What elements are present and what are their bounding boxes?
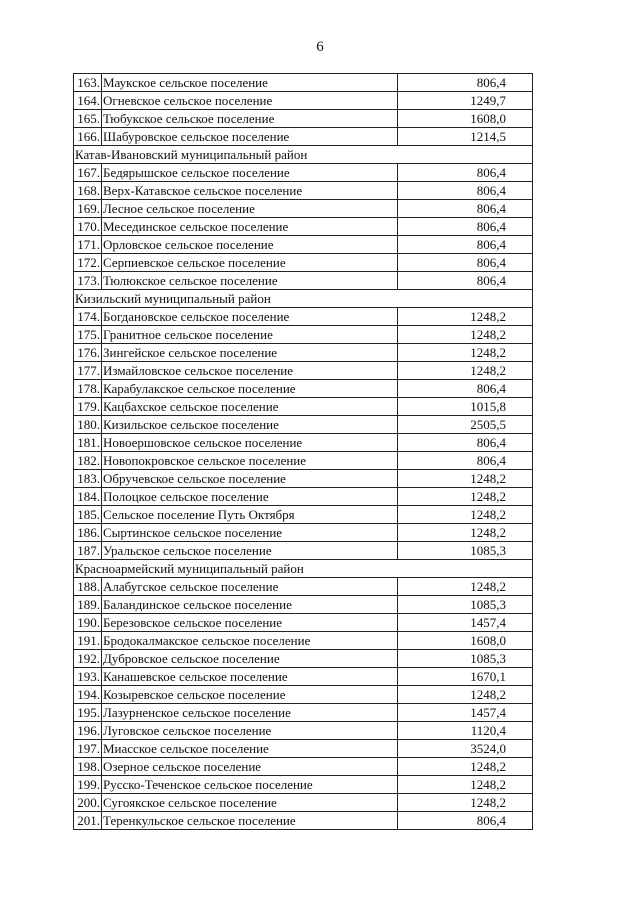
- table-row: [74, 686, 533, 704]
- row-number: 194.: [74, 686, 102, 704]
- amount-value: 1248,2: [398, 344, 533, 362]
- amount-value: 1214,5: [398, 128, 533, 146]
- amount-value: 1457,4: [398, 704, 533, 722]
- table-row: [74, 164, 533, 182]
- table-row: [74, 92, 533, 110]
- settlement-name: Баландинское сельское поселение: [102, 596, 398, 614]
- settlement-name: Березовское сельское поселение: [102, 614, 398, 632]
- row-number: 178.: [74, 380, 102, 398]
- amount-value: 1248,2: [398, 326, 533, 344]
- settlement-name: Новоершовское сельское поселение: [102, 434, 398, 452]
- settlement-name: Луговское сельское поселение: [102, 722, 398, 740]
- row-number: 188.: [74, 578, 102, 596]
- amount-value: 806,4: [398, 200, 533, 218]
- row-number: 168.: [74, 182, 102, 200]
- table-row: [74, 452, 533, 470]
- table-row: [74, 542, 533, 560]
- row-number: 170.: [74, 218, 102, 236]
- row-number: 164.: [74, 92, 102, 110]
- district-header-row: [74, 146, 533, 164]
- amount-value: 1457,4: [398, 614, 533, 632]
- row-number: 189.: [74, 596, 102, 614]
- row-number: 180.: [74, 416, 102, 434]
- settlement-name: Гранитное сельское поселение: [102, 326, 398, 344]
- settlement-name: Канашевское сельское поселение: [102, 668, 398, 686]
- amount-value: 1248,2: [398, 488, 533, 506]
- amount-value: 806,4: [398, 434, 533, 452]
- table-row: [74, 704, 533, 722]
- amount-value: 806,4: [398, 218, 533, 236]
- table-row: [74, 380, 533, 398]
- settlement-name: Полоцкое сельское поселение: [102, 488, 398, 506]
- settlement-name: Сельское поселение Путь Октября: [102, 506, 398, 524]
- table-row: [74, 128, 533, 146]
- amount-value: 1608,0: [398, 110, 533, 128]
- amount-value: 1248,2: [398, 794, 533, 812]
- amount-value: 1015,8: [398, 398, 533, 416]
- settlements-table-body: [74, 74, 533, 830]
- district-header-row: [74, 560, 533, 578]
- amount-value: 806,4: [398, 182, 533, 200]
- table-row: [74, 596, 533, 614]
- amount-value: 806,4: [398, 812, 533, 830]
- settlement-name: Орловское сельское поселение: [102, 236, 398, 254]
- row-number: 167.: [74, 164, 102, 182]
- amount-value: 806,4: [398, 272, 533, 290]
- table-row: [74, 614, 533, 632]
- settlement-name: Козыревское сельское поселение: [102, 686, 398, 704]
- row-number: 184.: [74, 488, 102, 506]
- settlement-name: Верх-Катавское сельское поселение: [102, 182, 398, 200]
- district-name: Красноармейский муниципальный район: [74, 560, 533, 578]
- row-number: 176.: [74, 344, 102, 362]
- row-number: 198.: [74, 758, 102, 776]
- amount-value: 1608,0: [398, 632, 533, 650]
- table-row: [74, 812, 533, 830]
- table-row: [74, 200, 533, 218]
- settlement-name: Тюбукское сельское поселение: [102, 110, 398, 128]
- district-name: Катав-Ивановский муниципальный район: [74, 146, 533, 164]
- settlement-name: Бродокалмакское сельское поселение: [102, 632, 398, 650]
- row-number: 195.: [74, 704, 102, 722]
- amount-value: 806,4: [398, 254, 533, 272]
- amount-value: 1248,2: [398, 524, 533, 542]
- settlement-name: Тюлюкское сельское поселение: [102, 272, 398, 290]
- settlement-name: Алабугское сельское поселение: [102, 578, 398, 596]
- amount-value: 1120,4: [398, 722, 533, 740]
- row-number: 171.: [74, 236, 102, 254]
- row-number: 181.: [74, 434, 102, 452]
- page-number: 6: [316, 39, 324, 55]
- settlement-name: Карабулакское сельское поселение: [102, 380, 398, 398]
- row-number: 173.: [74, 272, 102, 290]
- table-row: [74, 470, 533, 488]
- amount-value: 1249,7: [398, 92, 533, 110]
- settlement-name: Маукское сельское поселение: [102, 74, 398, 92]
- row-number: 196.: [74, 722, 102, 740]
- row-number: 169.: [74, 200, 102, 218]
- settlement-name: Сугоякское сельское поселение: [102, 794, 398, 812]
- row-number: 186.: [74, 524, 102, 542]
- row-number: 175.: [74, 326, 102, 344]
- row-number: 200.: [74, 794, 102, 812]
- table-row: [74, 434, 533, 452]
- row-number: 183.: [74, 470, 102, 488]
- table-row: [74, 650, 533, 668]
- table-row: [74, 740, 533, 758]
- row-number: 187.: [74, 542, 102, 560]
- table-row: [74, 218, 533, 236]
- row-number: 179.: [74, 398, 102, 416]
- row-number: 192.: [74, 650, 102, 668]
- row-number: 163.: [74, 74, 102, 92]
- settlement-name: Озерное сельское поселение: [102, 758, 398, 776]
- table-row: [74, 524, 533, 542]
- table-row: [74, 488, 533, 506]
- table-row: [74, 776, 533, 794]
- amount-value: 1670,1: [398, 668, 533, 686]
- row-number: 190.: [74, 614, 102, 632]
- settlement-name: Шабуровское сельское поселение: [102, 128, 398, 146]
- amount-value: 1248,2: [398, 470, 533, 488]
- district-name: Кизильский муниципальный район: [74, 290, 533, 308]
- settlement-name: Новопокровское сельское поселение: [102, 452, 398, 470]
- row-number: 185.: [74, 506, 102, 524]
- row-number: 172.: [74, 254, 102, 272]
- table-row: [74, 794, 533, 812]
- settlement-name: Месединское сельское поселение: [102, 218, 398, 236]
- settlement-name: Измайловское сельское поселение: [102, 362, 398, 380]
- row-number: 174.: [74, 308, 102, 326]
- settlement-name: Кизильское сельское поселение: [102, 416, 398, 434]
- amount-value: 806,4: [398, 452, 533, 470]
- table-row: [74, 110, 533, 128]
- settlement-name: Огневское сельское поселение: [102, 92, 398, 110]
- settlement-name: Обручевское сельское поселение: [102, 470, 398, 488]
- table-row: [74, 632, 533, 650]
- table-row: [74, 74, 533, 92]
- table-row: [74, 254, 533, 272]
- amount-value: 1085,3: [398, 542, 533, 560]
- table-row: [74, 236, 533, 254]
- table-row: [74, 326, 533, 344]
- amount-value: 1085,3: [398, 650, 533, 668]
- settlement-name: Лазурненское сельское поселение: [102, 704, 398, 722]
- settlement-name: Сыртинское сельское поселение: [102, 524, 398, 542]
- settlement-name: Русско-Теченское сельское поселение: [102, 776, 398, 794]
- settlement-name: Лесное сельское поселение: [102, 200, 398, 218]
- row-number: 166.: [74, 128, 102, 146]
- settlements-table: [73, 73, 533, 830]
- amount-value: 1248,2: [398, 578, 533, 596]
- amount-value: 1248,2: [398, 686, 533, 704]
- table-row: [74, 416, 533, 434]
- table-row: [74, 344, 533, 362]
- table-row: [74, 578, 533, 596]
- district-header-row: [74, 290, 533, 308]
- table-row: [74, 668, 533, 686]
- row-number: 199.: [74, 776, 102, 794]
- settlement-name: Уральское сельское поселение: [102, 542, 398, 560]
- table-row: [74, 722, 533, 740]
- settlement-name: Дубровское сельское поселение: [102, 650, 398, 668]
- amount-value: 806,4: [398, 164, 533, 182]
- amount-value: 1248,2: [398, 362, 533, 380]
- table-row: [74, 398, 533, 416]
- row-number: 191.: [74, 632, 102, 650]
- settlement-name: Миасское сельское поселение: [102, 740, 398, 758]
- row-number: 201.: [74, 812, 102, 830]
- settlement-name: Теренкульское сельское поселение: [102, 812, 398, 830]
- amount-value: 1248,2: [398, 506, 533, 524]
- table-row: [74, 506, 533, 524]
- amount-value: 806,4: [398, 380, 533, 398]
- row-number: 182.: [74, 452, 102, 470]
- table-row: [74, 182, 533, 200]
- settlement-name: Кацбахское сельское поселение: [102, 398, 398, 416]
- table-row: [74, 758, 533, 776]
- document-table-container: [73, 73, 533, 830]
- amount-value: 2505,5: [398, 416, 533, 434]
- amount-value: 806,4: [398, 74, 533, 92]
- settlement-name: Богдановское сельское поселение: [102, 308, 398, 326]
- row-number: 193.: [74, 668, 102, 686]
- table-row: [74, 362, 533, 380]
- settlement-name: Серпиевское сельское поселение: [102, 254, 398, 272]
- amount-value: 1248,2: [398, 308, 533, 326]
- amount-value: 1248,2: [398, 758, 533, 776]
- amount-value: 1085,3: [398, 596, 533, 614]
- row-number: 177.: [74, 362, 102, 380]
- settlement-name: Бедярышское сельское поселение: [102, 164, 398, 182]
- amount-value: 806,4: [398, 236, 533, 254]
- amount-value: 1248,2: [398, 776, 533, 794]
- table-row: [74, 272, 533, 290]
- row-number: 197.: [74, 740, 102, 758]
- table-row: [74, 308, 533, 326]
- row-number: 165.: [74, 110, 102, 128]
- amount-value: 3524,0: [398, 740, 533, 758]
- settlement-name: Зингейское сельское поселение: [102, 344, 398, 362]
